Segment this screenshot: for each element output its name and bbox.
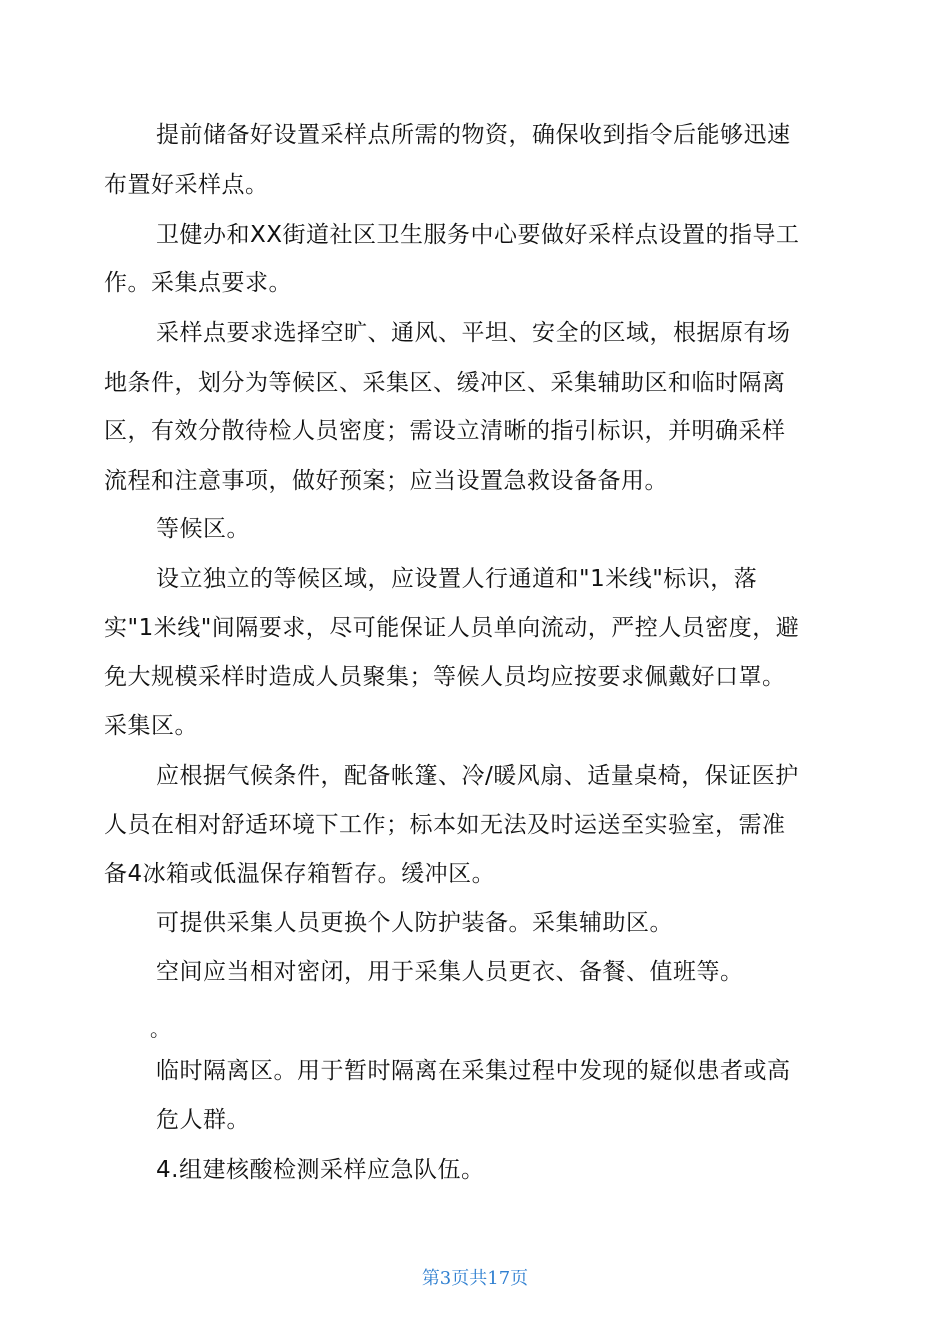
text-line-3: 卫健办和XX街道社区卫生服务中心要做好采样点设置的指导工 bbox=[156, 222, 800, 248]
text-line-9: 等候区。 bbox=[156, 516, 250, 542]
text-line-14: 应根据气候条件，配备帐篷、冷/暖风扇、适量桌椅，保证医护 bbox=[156, 763, 799, 789]
text-line-2: 布置好采样点。 bbox=[104, 172, 269, 198]
text-line-10: 设立独立的等候区域，应设置人行通道和"1米线"标识，落 bbox=[156, 566, 758, 592]
text-line-18: 空间应当相对密闭，用于采集人员更衣、备餐、值班等。 bbox=[156, 959, 744, 985]
text-line-15: 人员在相对舒适环境下工作；标本如无法及时运送至实验室，需准 bbox=[104, 812, 786, 838]
text-line-8: 流程和注意事项，做好预案；应当设置急救设备备用。 bbox=[104, 468, 668, 494]
text-line-21: 危人群。 bbox=[156, 1107, 250, 1133]
text-line-20: 临时隔离区。用于暂时隔离在采集过程中发现的疑似患者或高 bbox=[156, 1058, 791, 1084]
text-line-22: 4.组建核酸检测采样应急队伍。 bbox=[156, 1157, 485, 1183]
text-line-19: 。 bbox=[150, 1017, 171, 1041]
text-line-7: 区，有效分散待检人员密度；需设立清晰的指引标识，并明确采样 bbox=[104, 418, 786, 444]
text-line-12: 免大规模采样时造成人员聚集；等候人员均应按要求佩戴好口罩。 bbox=[104, 664, 786, 690]
text-line-6: 地条件，划分为等候区、采集区、缓冲区、采集辅助区和临时隔离 bbox=[104, 370, 786, 396]
text-line-16: 备4冰箱或低温保存箱暂存。缓冲区。 bbox=[104, 861, 496, 887]
text-line-4: 作。采集点要求。 bbox=[104, 270, 292, 296]
text-line-11: 实"1米线"间隔要求，尽可能保证人员单向流动，严控人员密度，避 bbox=[104, 615, 800, 641]
page-indicator: 第3页共17页 bbox=[421, 1268, 529, 1289]
text-line-1: 提前储备好设置采样点所需的物资，确保收到指令后能够迅速 bbox=[156, 122, 791, 148]
text-line-13: 采集区。 bbox=[104, 713, 198, 739]
text-line-5: 采样点要求选择空旷、通风、平坦、安全的区域，根据原有场 bbox=[156, 320, 791, 346]
text-line-17: 可提供采集人员更换个人防护装备。采集辅助区。 bbox=[156, 910, 673, 936]
